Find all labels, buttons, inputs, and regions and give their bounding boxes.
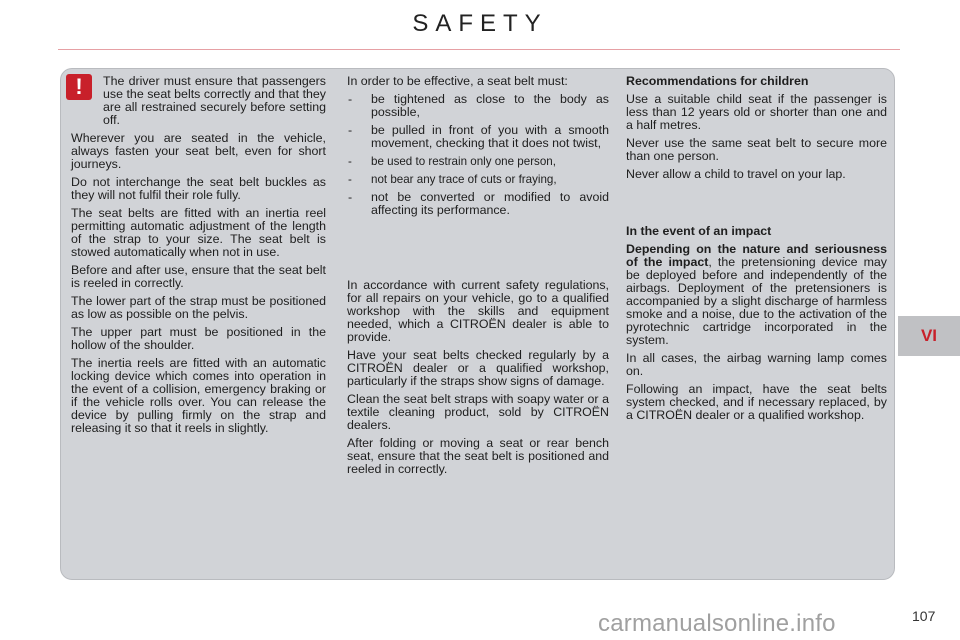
title-divider (58, 49, 900, 50)
paragraph: Never use the same seat belt to secure more than one person. (626, 136, 887, 163)
paragraph: The inertia reels are fitted with an automatic locking device which comes into operation in the event of a collision, emergency braking or if the vehicle rolls over. You can release the device by pulling firmly on the strap and releasing it so that it reels in slightly. (71, 356, 326, 435)
exclamation-icon: ! (66, 74, 92, 100)
column-middle (347, 75, 609, 481)
list-item: - not be converted or modified to avoid affecting its performance. (347, 191, 609, 217)
impact-heading: In the event of an impact (626, 224, 772, 238)
impact-text: , the pretensioning device may be deployed before and independently of the airbags. Deployment of the pretensioners is accompanied by a slight discharge of harmless smoke and a noise, due to the activation of the pyrotechnic cartridge incorporated in the system. (626, 255, 888, 347)
paragraph: The lower part of the strap must be positioned as low as possible on the pelvis. (71, 294, 326, 321)
warning-paragraph: The driver must ensure that passengers use the seat belts correctly and that they are all restrained securely before setting off. (103, 74, 326, 127)
paragraph: The upper part must be positioned in the hollow of the shoulder. (71, 325, 326, 352)
impact-bold-text: Depending on the nature and seriousness of the impact (626, 242, 887, 269)
list-item: - not bear any trace of cuts or fraying, (347, 173, 609, 186)
column-left (71, 75, 326, 440)
paragraph: Clean the seat belt straps with soapy water or a textile cleaning product, sold by CITROËN dealers. (347, 392, 609, 432)
children-heading: Recommendations for children (626, 74, 809, 88)
paragraph: In accordance with current safety regulations, for all repairs on your vehicle, go to a qualified workshop with the skills and equipment needed, which a CITROËN dealer is able to provide. (347, 278, 609, 344)
column-right (626, 75, 887, 427)
paragraph: Do not interchange the seat belt buckles as they will not fulfil their role fully. (71, 175, 326, 202)
paragraph: Following an impact, have the seat belts system checked, and if necessary replaced, by a CITROËN dealer or a qualified workshop. (626, 382, 887, 422)
belt-requirements-list (347, 93, 609, 217)
page-number: 107 (912, 608, 936, 624)
belt-requirements-intro: In order to be effective, a seat belt must: (347, 74, 568, 88)
list-item: - be used to restrain only one person, (347, 155, 609, 168)
page-title: SAFETY (412, 10, 548, 37)
paragraph: Wherever you are seated in the vehicle, always fasten your seat belt, even for short journeys. (71, 131, 326, 171)
paragraph: After folding or moving a seat or rear bench seat, ensure that the seat belt is positioned and reeled in correctly. (347, 436, 609, 476)
list-item: - be pulled in front of you with a smooth movement, checking that it does not twist, (347, 124, 609, 150)
impact-paragraph (626, 243, 887, 347)
paragraph: Use a suitable child seat if the passenger is less than 12 years old or shorter than one and a half metres. (626, 92, 887, 132)
paragraph: The seat belts are fitted with an inertia reel permitting automatic adjustment of the length of the strap to your size. The seat belt is stowed automatically when not in use. (71, 206, 326, 259)
paragraph: Never allow a child to travel on your lap. (626, 167, 846, 181)
paragraph: In all cases, the airbag warning lamp comes on. (626, 351, 887, 378)
section-tab: VI (898, 316, 960, 356)
paragraph: Have your seat belts checked regularly by a CITROËN dealer or a qualified workshop, particularly if the straps show signs of damage. (347, 348, 609, 388)
list-item: - be tightened as close to the body as possible, (347, 93, 609, 119)
paragraph: Before and after use, ensure that the seat belt is reeled in correctly. (71, 263, 326, 290)
watermark: carmanualsonline.info (598, 610, 836, 637)
